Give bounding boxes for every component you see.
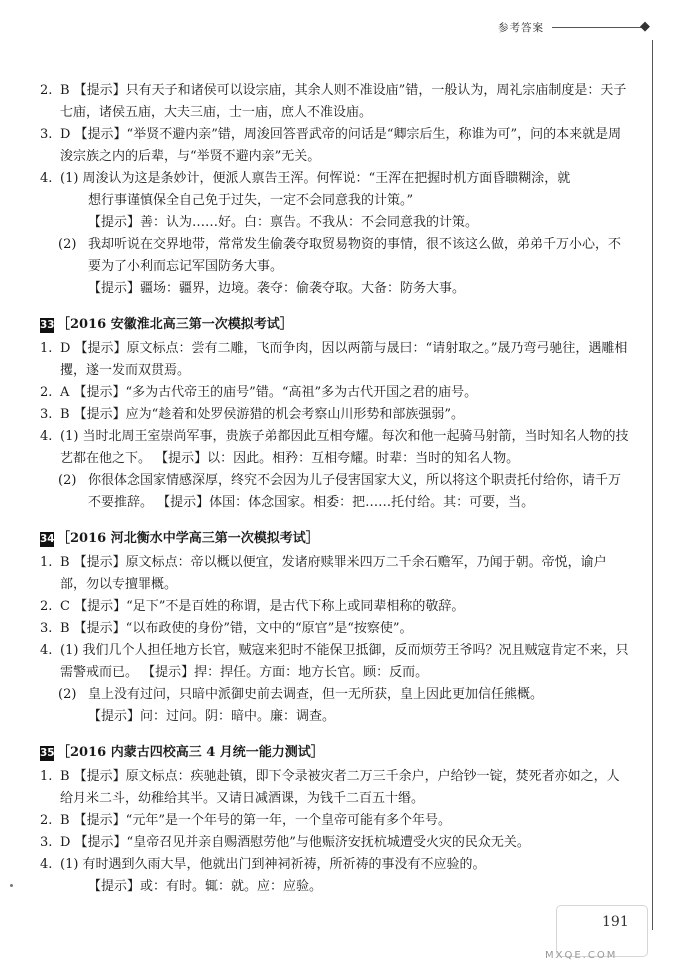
answer-text: B 【提示】只有天子和诸侯可以设宗庙，其余人则不准设庙”错，一般认为，周礼宗庙制度是：天子七庙，诸侯五庙，大夫三庙，士一庙，庶人不准设庙。 [60, 83, 627, 120]
item-number: 1. [40, 769, 53, 784]
item-number: 3. [40, 407, 53, 422]
answer-item [40, 854, 630, 876]
section-number-badge: 33 [40, 318, 55, 331]
answer-note: 【提示】问：过问。阴：暗中。廉：调查。 [88, 709, 336, 724]
answer-text: A 【提示】“多为古代帝王的庙号”错。“高祖”多为古代开国之君的庙号。 [60, 385, 478, 400]
page-number: 191 [602, 914, 629, 930]
answer-item [40, 80, 630, 124]
section-heading [40, 314, 630, 336]
answer-content [40, 80, 630, 898]
answer-note: 【提示】善：认为……好。白：禀告。不我从：不会同意我的计策。 [88, 215, 479, 230]
answer-text: (1) 当时北周王室崇尚军事，贵族子弟都因此互相夸耀。每次和他一起骑马射箭，当时知名人物的技艺都在他之下。 【提示】以：因此。相矜：互相夸耀。时辈：当时的知名人物。 [60, 429, 629, 466]
answer-text: 皇上没有过问，只暗中派御史前去调查，但一无所获，皇上因此更加信任熊概。 [88, 687, 544, 702]
running-header: 参考答案 [498, 22, 544, 34]
answer-item [40, 596, 630, 618]
answer-subitem [40, 234, 630, 278]
answer-note: 【提示】或：有时。辄：就。应：应验。 [88, 879, 323, 894]
section-number-badge: 34 [40, 532, 55, 545]
answer-text: (1) 有时遇到久雨大旱，他就出门到神祠祈祷，所祈祷的事没有不应验的。 [60, 857, 486, 872]
answer-text: 我却听说在交界地带，常常发生偷袭夺取贸易物资的事情，很不该这么做，弟弟千万小心，不要为了小利而忘记军国防务大事。 [88, 237, 622, 274]
answer-item [40, 338, 630, 382]
item-number: 2. [40, 385, 53, 400]
subitem-number: (2) [58, 473, 77, 488]
item-number: 3. [40, 621, 53, 636]
item-number: 1. [40, 341, 53, 356]
answer-text: B 【提示】“元年”是一个年号的第一年，一个皇帝可能有多个年号。 [60, 813, 451, 828]
answer-text: D 【提示】原文标点：尝有二雕，飞而争肉，因以两箭与晟曰：“请射取之。”晟乃弯弓驰往，遇雕相攫，遂一发而双贯焉。 [60, 341, 628, 378]
side-rule [652, 40, 653, 930]
item-number: 4. [40, 171, 53, 186]
item-number: 1. [40, 555, 53, 570]
answer-subitem [40, 470, 630, 514]
answer-item [40, 124, 630, 168]
item-number: 3. [40, 835, 53, 850]
answer-text: 你很体念国家情感深厚，终究不会因为儿子侵害国家大义，所以将这个职责托付给你，请千万不要推辞。 【提示】体国：体念国家。相委：把……托付给。其：可要，当。 [88, 473, 622, 510]
answer-text: C 【提示】“足下”不是百姓的称谓，是古代下称上或同辈相称的敬辞。 [60, 599, 465, 614]
answer-text: (1) 我们几个人担任地方长官，贼寇来犯时不能保卫抵御，反而烦劳王爷吗？况且贼寇肯定不来，只需警戒而已。 【提示】捍：捍任。方面：地方长官。顾：反而。 [60, 643, 629, 680]
item-number: 4. [40, 857, 53, 872]
answer-text: B 【提示】原文标点：帝以概以便宜，发诸府赎罪米四万二千余石赡军，乃闻于朝。帝悦，谕户部，勿以专擅罪概。 [60, 555, 607, 592]
answer-note: 【提示】疆场：疆界，边境。袭夺：偷袭夺取。大备：防务大事。 [88, 281, 466, 296]
answer-item [40, 552, 630, 596]
answer-item [40, 766, 630, 810]
header-rule [552, 27, 642, 28]
watermark-site: MXQE.COM [545, 950, 618, 961]
answer-text: B 【提示】应为“趁着和处罗侯游猎的机会考察山川形势和部族强弱”。 [60, 407, 464, 422]
section-title: ［2016 河北衡水中学高三第一次模拟考试］ [57, 531, 319, 546]
margin-dot [10, 884, 13, 887]
section-title: ［2016 安徽淮北高三第一次模拟考试］ [57, 317, 293, 332]
answer-item [40, 618, 630, 640]
section-heading [40, 528, 630, 550]
answer-item [40, 810, 630, 832]
item-number: 2. [40, 83, 53, 98]
item-number: 4. [40, 429, 53, 444]
answer-text: D 【提示】“举贤不避内亲”错，周浚回答晋武帝的问话是“卿宗后生，称谁为可”，问的本来就是周浚宗族之内的后辈，与“举贤不避内亲”无关。 [60, 127, 622, 164]
section-title: ［2016 内蒙古四校高三 4 月统一能力测试］ [57, 745, 324, 760]
item-number: 3. [40, 127, 53, 142]
answer-item [40, 382, 630, 404]
subitem-number: (2) [58, 687, 77, 702]
answer-note: 想行事谨慎保全自己免于过失，一定不会同意我的计策。” [88, 193, 414, 208]
answer-item [40, 426, 630, 470]
section-heading [40, 742, 630, 764]
answer-text: (1) 周浚认为这是条妙计，便派人禀告王浑。何恽说：“王浑在把握时机方面昏聩糊涂，就 [60, 171, 571, 186]
answer-item [40, 404, 630, 426]
header-ornament-icon: ◆ [640, 19, 650, 34]
answer-item [40, 640, 630, 684]
answer-item [40, 832, 630, 854]
subitem-number: (2) [58, 237, 77, 252]
answer-text: D 【提示】“皇帝召见并亲自赐酒慰劳他”与他赈济安抚杭城遭受火灾的民众无关。 [60, 835, 530, 850]
item-number: 2. [40, 599, 53, 614]
answer-text: B 【提示】“以布政使的身份”错，文中的“原官”是“按察使”。 [60, 621, 413, 636]
item-number: 4. [40, 643, 53, 658]
answer-item [40, 168, 630, 190]
answer-text: B 【提示】原文标点：疾驰赴镇，即下令录被灾者二万三千余户，户给钞一锭，焚死者亦如之，人给月米二斗，幼稚给其半。又请日减酒课，为钱千二百五十缗。 [60, 769, 620, 806]
item-number: 2. [40, 813, 53, 828]
answer-subitem [40, 684, 630, 706]
section-number-badge: 35 [40, 746, 55, 759]
